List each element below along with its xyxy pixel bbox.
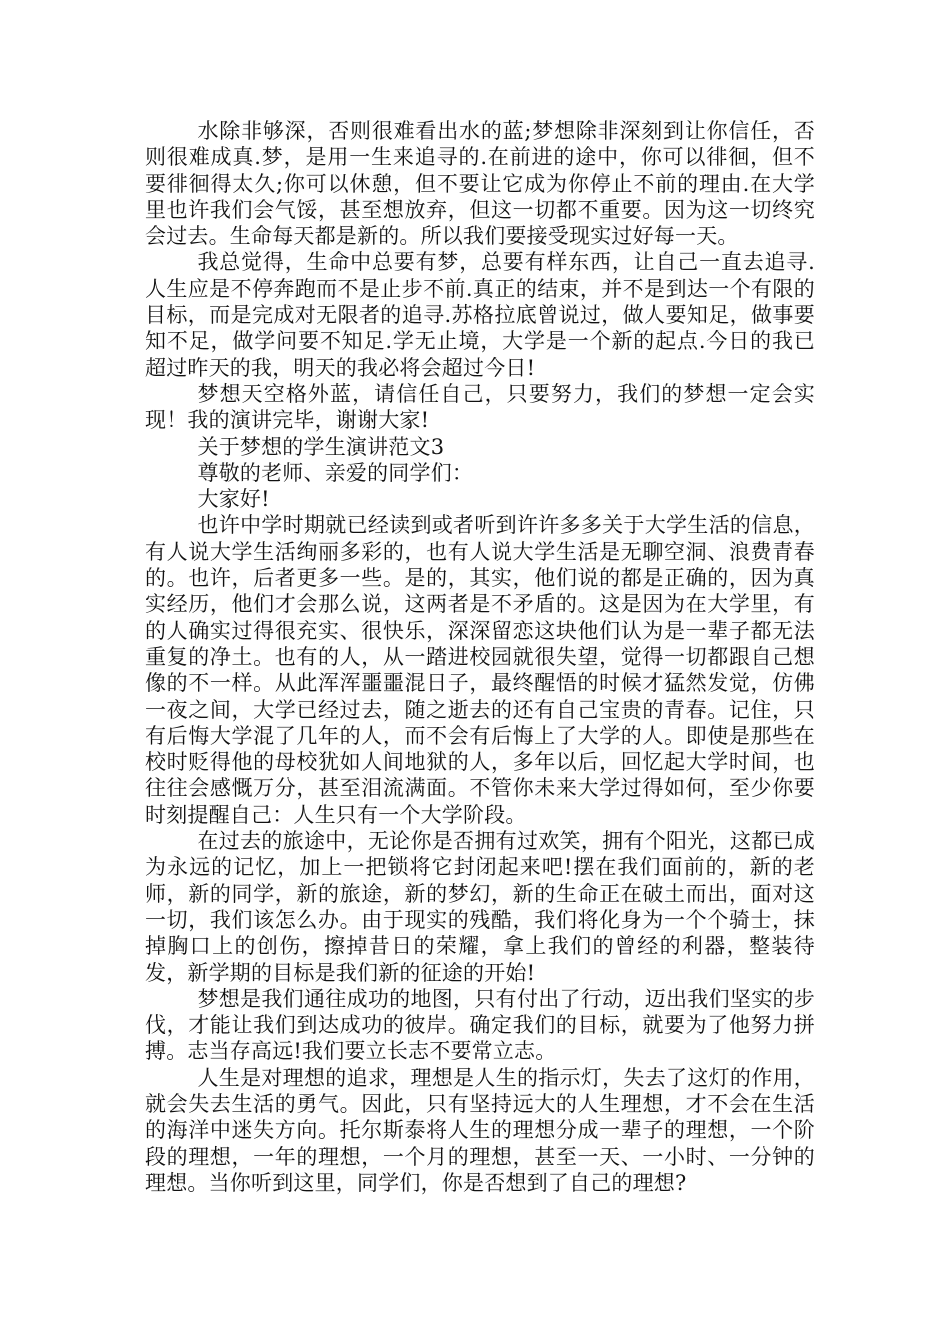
paragraph-dream-depth: 水除非够深，否则很难看出水的蓝;梦想除非深刻到让你信任，否则很难成真.梦，是用一生来追寻的.在前进的途中，你可以徘徊，但不要徘徊得太久;你可以休憩，但不要让它成为你停止不前的理由.在大学里也许我们会气馁，甚至想放弃，但这一切都不重要。因为这一切终究会过去。生命每天都是新的。所以我们要接受现实过好每一天。 [145, 119, 815, 249]
section-title: 关于梦想的学生演讲范文3 [197, 434, 445, 459]
document-body [145, 118, 815, 1196]
paragraph-always-dream: 我总觉得，生命中总要有梦，总要有样东西，让自己一直去追寻.人生应是不停奔跑而不是止步不前.真正的结束，并不是到达一个有限的目标，而是完成对无限者的追寻.苏格拉底曾说过，做人要知足，做事要知不足，做学问要不知足.学无止境，大学是一个新的起点.今日的我已超过昨天的我，明天的我必将会超过今日! [145, 250, 815, 380]
paragraph-dream-map: 梦想是我们通往成功的地图，只有付出了行动，迈出我们坚实的步伐，才能让我们到达成功的彼岸。确定我们的目标，就要为了他努力拼搏。志当存高远!我们要立长志不要常立志。 [145, 986, 815, 1064]
greeting: 大家好! [197, 487, 270, 512]
paragraph-life-ideal: 人生是对理想的追求，理想是人生的指示灯，失去了这灯的作用，就会失去生活的勇气。因此，只有坚持远大的人生理想，才不会在生活的海洋中迷失方向。托尔斯泰将人生的理想分成一辈子的理想，一个阶段的理想，一年的理想，一个月的理想，甚至一天、一小时、一分钟的理想。当你听到这里，同学们，你是否想到了自己的理想? [145, 1065, 815, 1195]
paragraph-closing: 梦想天空格外蓝，请信任自己，只要努力，我们的梦想一定会实现！我的演讲完毕，谢谢大家! [145, 381, 815, 433]
paragraph-past-journey: 在过去的旅途中，无论你是否拥有过欢笑，拥有个阳光，这都已成为永远的记忆，加上一把锁将它封闭起来吧!摆在我们面前的，新的老师，新的同学，新的旅途，新的梦幻，新的生命正在破土而出，面对这一切，我们该怎么办。由于现实的残酷，我们将化身为一个个骑士，抹掉胸口上的创伤，擦掉昔日的荣耀，拿上我们的曾经的利器，整装待发，新学期的目标是我们新的征途的开始! [145, 829, 815, 985]
paragraph-college-life: 也许中学时期就已经读到或者听到许许多多关于大学生活的信息，有人说大学生活绚丽多彩的，也有人说大学生活是无聊空洞、浪费青春的。也许，后者更多一些。是的，其实，他们说的都是正确的，因为真实经历，他们才会那么说，这两者是不矛盾的。这是因为在大学里，有的人确实过得很充实、很快乐，深深留恋这块他们认为是一辈子都无法重复的净土。也有的人，从一踏进校园就很失望，觉得一切都跟自己想像的不一样。从此浑浑噩噩混日子，最终醒悟的时候才猛然发觉，仿佛一夜之间，大学已经过去，随之逝去的还有自己宝贵的青春。记住，只有后悔大学混了几年的人，而不会有后悔上了大学的人。即使是那些在校时贬得他的母校犹如人间地狱的人，多年以后，回忆起大学时间，也往往会感慨万分，甚至泪流满面。不管你未来大学过得如何，至少你要时刻提醒自己：人生只有一个大学阶段。 [145, 513, 815, 827]
salutation: 尊敬的老师、亲爱的同学们： [197, 460, 474, 485]
